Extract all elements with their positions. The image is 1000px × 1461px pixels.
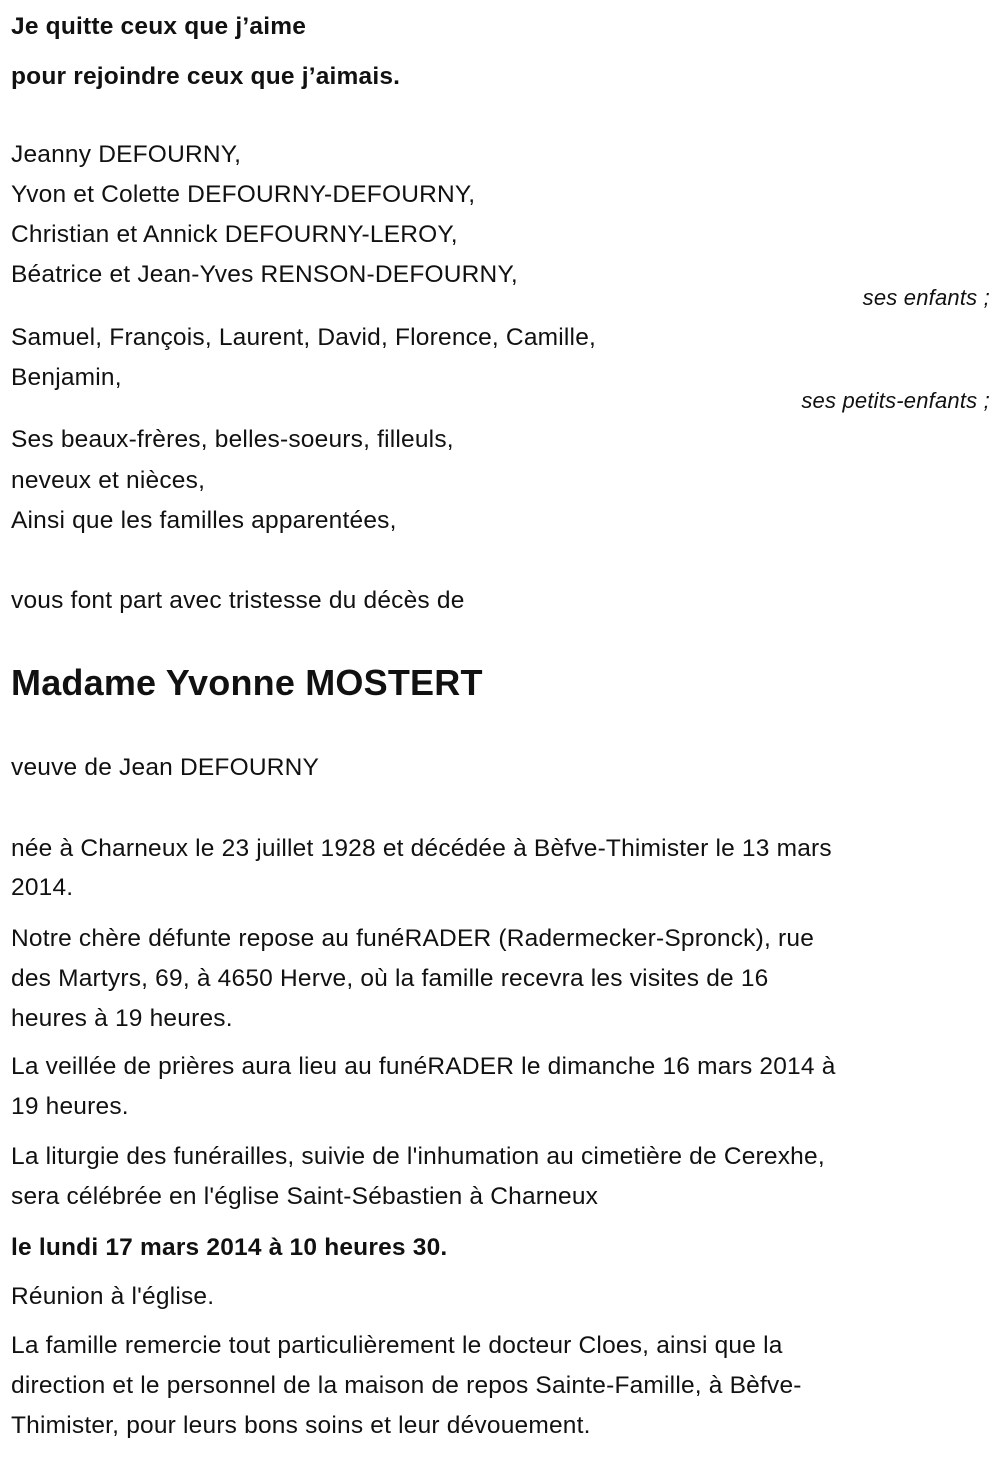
birth-death-line: née à Charneux le 23 juillet 1928 et décédée à Bèfve-Thimister le 13 mars: [11, 835, 832, 862]
deceased-name: Madame Yvonne MOSTERT: [11, 662, 483, 703]
vigil-line: 19 heures.: [11, 1093, 129, 1120]
birth-death-line: 2014.: [11, 874, 74, 901]
repose-line: heures à 19 heures.: [11, 1005, 233, 1032]
thanks-line: direction et le personnel de la maison de repos Sainte-Famille, à Bèfve-: [11, 1372, 802, 1399]
relatives-line: Ses beaux-frères, belles-soeurs, filleuls,: [11, 426, 454, 453]
thanks-line: La famille remercie tout particulièrement le docteur Cloes, ainsi que la: [11, 1332, 783, 1359]
meeting: Réunion à l'église.: [11, 1283, 215, 1310]
child-name: Yvon et Colette DEFOURNY-DEFOURNY,: [11, 181, 476, 208]
children-label: ses enfants ;: [862, 285, 990, 310]
epigraph-line: Je quitte ceux que j’aime: [11, 13, 307, 40]
liturgy-line: La liturgie des funérailles, suivie de l'inhumation au cimetière de Cerexhe,: [11, 1143, 825, 1170]
grandchildren-line: Samuel, François, Laurent, David, Florence, Camille,: [11, 324, 597, 351]
repose-line: Notre chère défunte repose au funéRADER (Radermecker-Spronck), rue: [11, 925, 815, 952]
grandchildren-line: Benjamin,: [11, 364, 122, 391]
vigil-line: La veillée de prières aura lieu au funéRADER le dimanche 16 mars 2014 à: [11, 1053, 836, 1080]
epigraph-line: pour rejoindre ceux que j’aimais.: [11, 63, 401, 90]
child-name: Béatrice et Jean-Yves RENSON-DEFOURNY,: [11, 261, 518, 288]
repose-line: des Martyrs, 69, à 4650 Herve, où la famille recevra les visites de 16: [11, 965, 769, 992]
announcement: vous font part avec tristesse du décès de: [11, 587, 465, 614]
relatives-line: Ainsi que les familles apparentées,: [11, 507, 397, 534]
widow-of: veuve de Jean DEFOURNY: [11, 754, 320, 781]
child-name: Jeanny DEFOURNY,: [11, 141, 242, 168]
grandchildren-label: ses petits-enfants ;: [801, 388, 990, 413]
liturgy-line: sera célébrée en l'église Saint-Sébastien à Charneux: [11, 1183, 599, 1210]
child-name: Christian et Annick DEFOURNY-LEROY,: [11, 221, 458, 248]
relatives-line: neveux et nièces,: [11, 467, 206, 494]
funeral-date: le lundi 17 mars 2014 à 10 heures 30.: [11, 1234, 448, 1261]
thanks-line: Thimister, pour leurs bons soins et leur dévouement.: [11, 1412, 591, 1439]
